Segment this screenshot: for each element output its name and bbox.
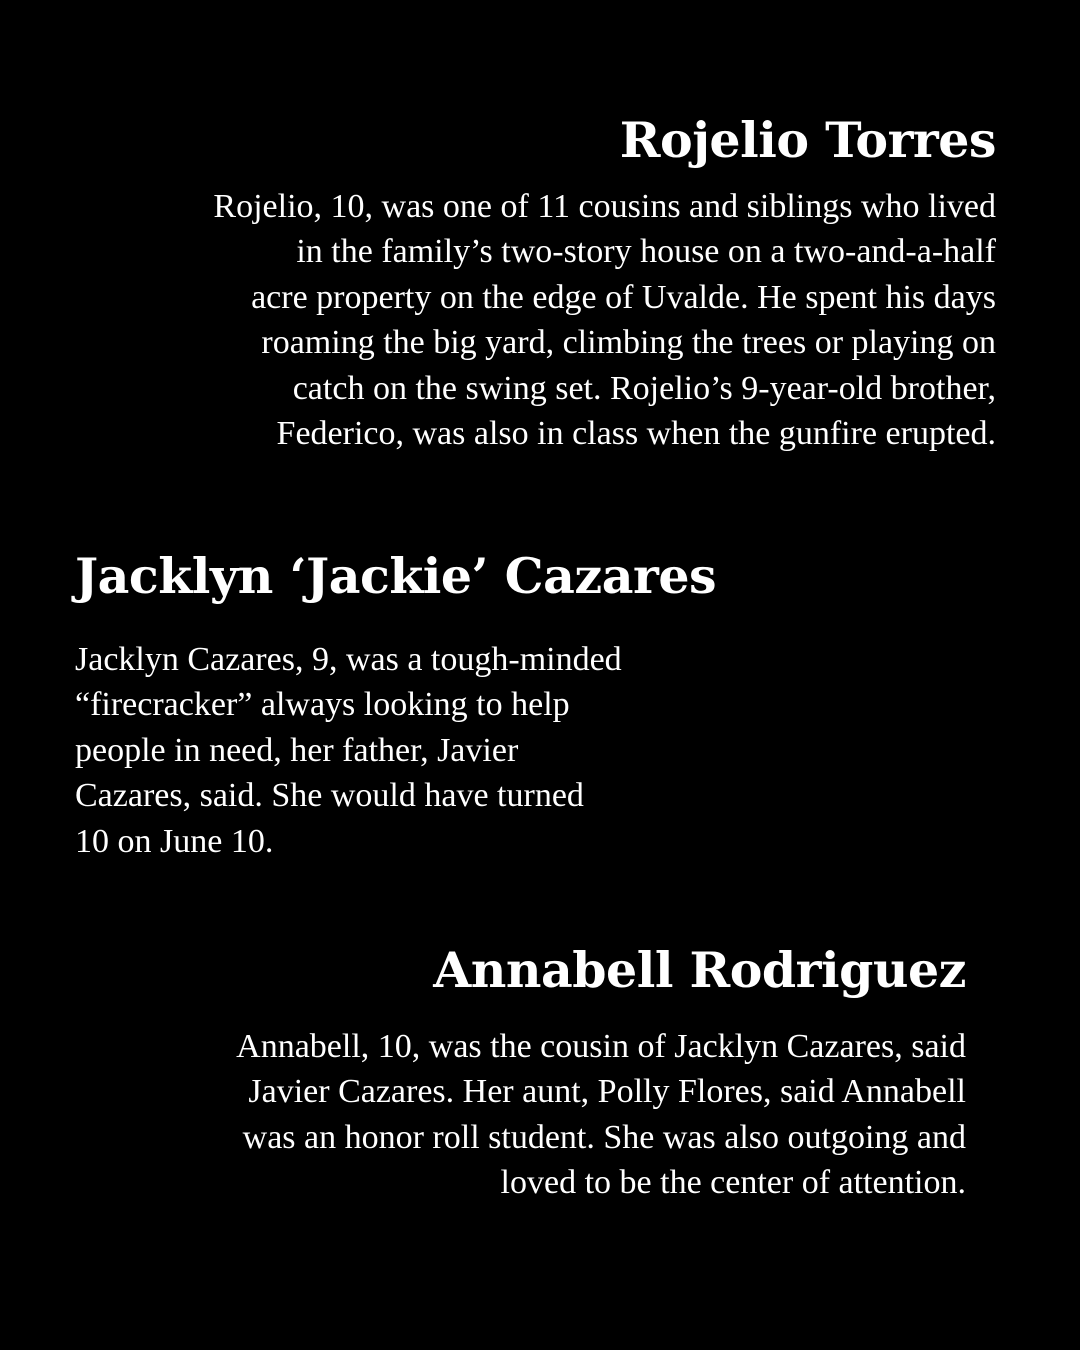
profile-name: Jacklyn ‘Jackie’ Cazares: [75, 547, 717, 605]
bio-line: “firecracker” always looking to help: [75, 686, 570, 724]
bio-line: in the family’s two-story house on a two-and-a-half: [296, 233, 996, 271]
profile-bio: [75, 637, 835, 864]
bio-line: people in need, her father, Javier: [75, 731, 519, 769]
profile-name: Annabell Rodriguez: [433, 941, 966, 999]
profile-jacklyn-cazares: [75, 546, 835, 864]
bio-line: Annabell, 10, was the cousin of Jacklyn Cazares, said: [236, 1028, 966, 1065]
bio-line: catch on the swing set. Rojelio’s 9-year-old brother,: [292, 369, 996, 407]
bio-line: Federico, was also in class when the gunfire erupted.: [276, 415, 996, 453]
bio-line: roaming the big yard, climbing the trees or playing on: [261, 324, 996, 362]
bio-line: acre property on the edge of Uvalde. He spent his days: [251, 278, 996, 316]
bio-line: Jacklyn Cazares, 9, was a tough-minded: [75, 641, 622, 678]
bio-line: Javier Cazares. Her aunt, Polly Flores, said Annabell: [248, 1073, 966, 1111]
profile-bio: [66, 1024, 966, 1206]
profile-bio: [96, 184, 996, 456]
bio-line: was an honor roll student. She was also outgoing and: [242, 1118, 966, 1156]
bio-line: Cazares, said. She would have turned: [75, 777, 584, 815]
bio-line: loved to be the center of attention.: [500, 1164, 966, 1202]
bio-line: Rojelio, 10, was one of 11 cousins and siblings who lived: [213, 188, 996, 225]
profile-rojelio-torres: [96, 110, 996, 456]
profile-name: Rojelio Torres: [619, 111, 996, 169]
profile-annabell-rodriguez: [66, 940, 966, 1206]
bio-line: 10 on June 10.: [75, 822, 274, 860]
